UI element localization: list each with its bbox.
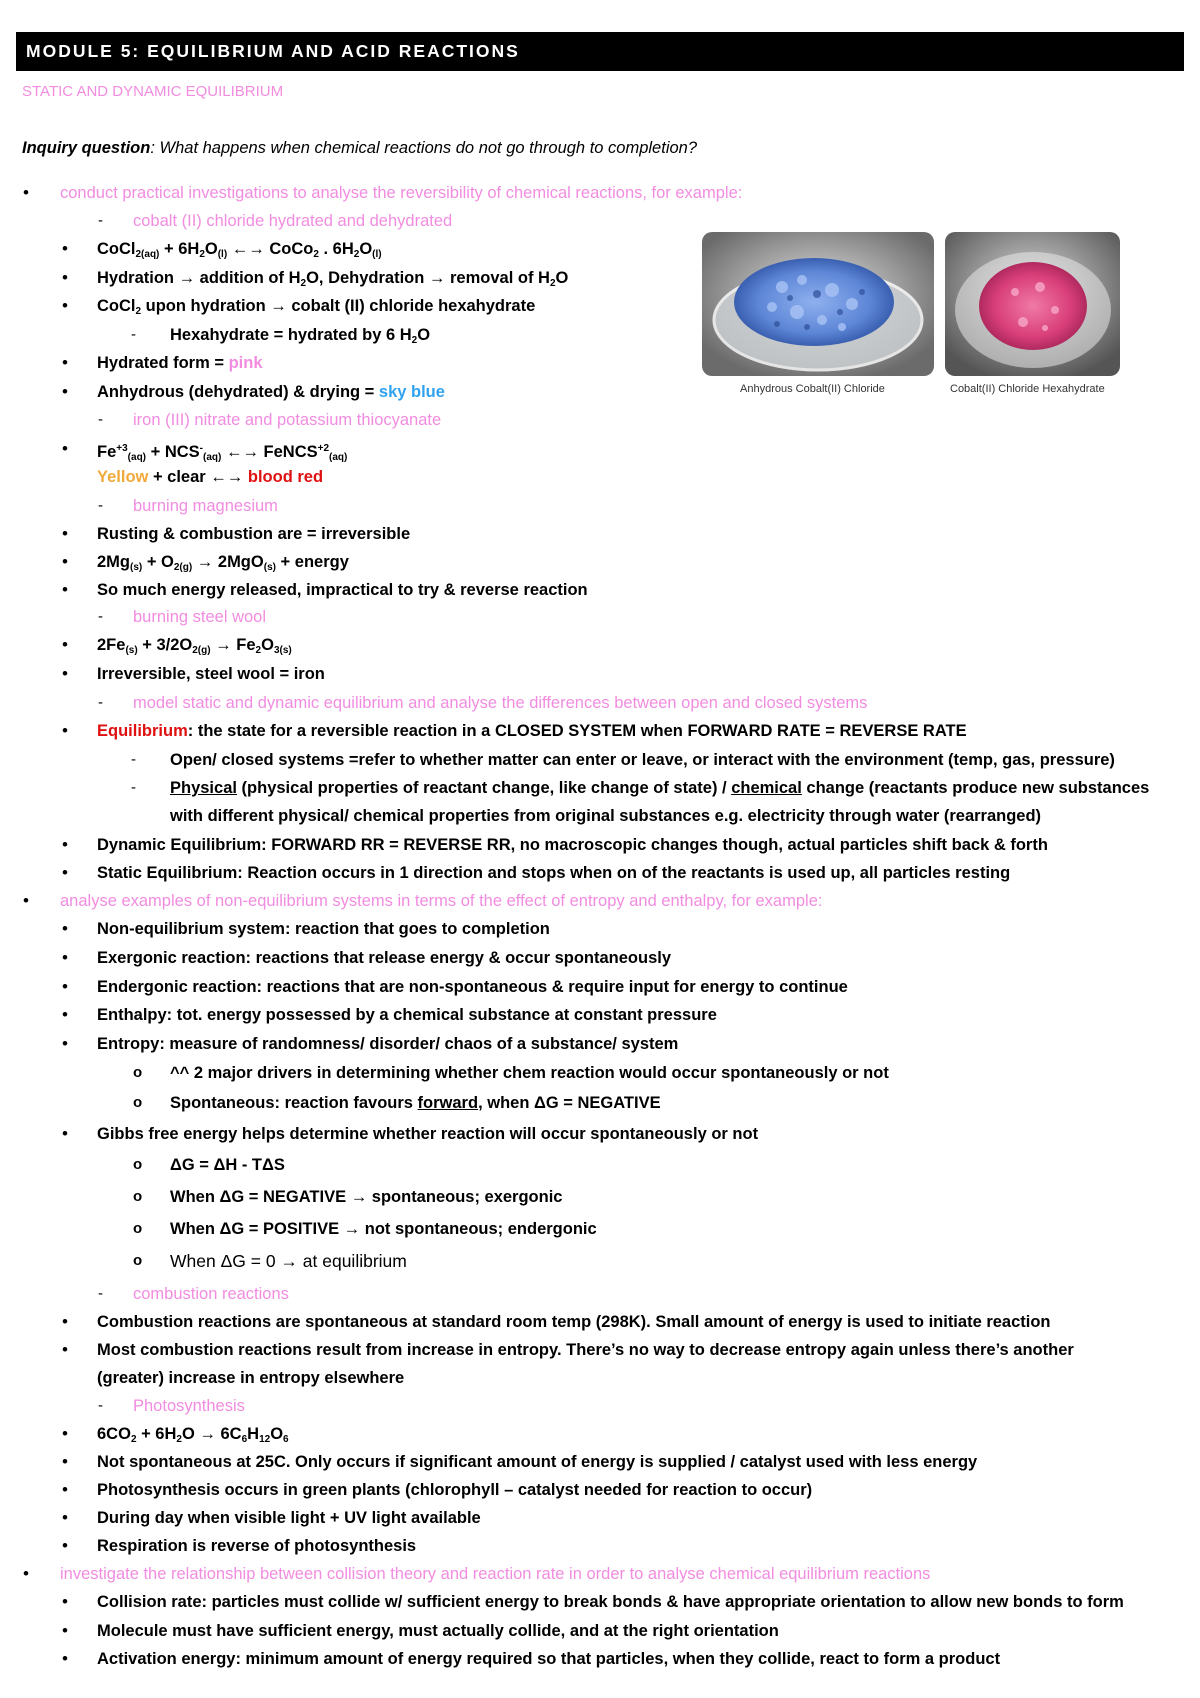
text-part: 6CO [97,1425,131,1443]
text-part: O [270,1425,284,1443]
bullet-marker: • [62,268,68,287]
text-part: Hexahydrate = hydrated by 6 H [170,326,412,344]
bullet-marker: • [62,1034,68,1053]
text-line: cobalt (II) chloride hydrated and dehydrated [133,212,453,230]
text-part: O, Dehydration → removal of H [306,269,550,287]
text-part: (physical properties of reactant change, like change of state) / [236,779,732,797]
subscript: (l) [372,249,382,260]
bullet-marker: • [62,721,68,740]
equation-line [97,439,347,468]
bullet-marker: • [62,1452,68,1471]
text-line: So much energy released, impractical to try & reverse reaction [97,581,588,599]
text-part: O [417,326,431,344]
subscript: 2 [255,645,262,656]
text-part: + 3/2O [137,636,193,654]
subscript: 12 [259,1434,271,1445]
bullet-marker: • [62,664,68,683]
text-line [97,268,568,294]
text-part: + clear ←→ [148,468,248,486]
text-part: Spontaneous: reaction favours [170,1094,418,1112]
subscript: 2 [135,306,142,317]
text-line: Dynamic Equilibrium: FORWARD RR = REVERSE RR, no macroscopic changes though, actual particles shift back & forth [97,836,1048,854]
text-line [97,296,535,322]
text-line: Open/ closed systems =refer to whether matter can enter or leave, or interact with the environment (temp, gas, pressure) [170,751,1115,769]
right-caption: Cobalt(II) Chloride Hexahydrate [950,383,1105,395]
text-part: Fe [97,443,117,461]
text-part: : the state for a reversible reaction in a CLOSED SYSTEM when FORWARD RATE = REVERSE RATE [187,722,967,740]
bullet-marker: • [62,863,68,882]
bullet-marker: • [62,977,68,996]
text-line [97,382,445,402]
text-part: CoCl [97,297,136,315]
text-part: . 6H [318,240,354,258]
red-word: Equilibrium [97,722,188,740]
subscript: (s) [263,562,276,573]
subscript: (aq) [127,452,147,463]
text-part: O [359,240,373,258]
text-line [97,353,263,373]
bullet-marker: • [62,635,68,654]
text-part: ←→ CoCo [227,240,314,258]
bullet-marker: • [62,1649,68,1668]
subscript: (aq) [329,452,348,463]
text-part: + 6H [159,240,200,258]
subscript: 2 [549,278,556,289]
text-line: iron (III) nitrate and potassium thiocyanate [133,411,442,429]
text-line: Gibbs free energy helps determine whether reaction will occur spontaneously or not [97,1125,759,1143]
text-line: When ΔG = NEGATIVE → spontaneous; exergonic [170,1188,563,1206]
bullet-marker: • [62,1005,68,1024]
bullet-marker: • [23,891,29,910]
left-caption: Anhydrous Cobalt(II) Chloride [740,383,885,395]
text-part: + energy [275,553,349,571]
bullet-marker: • [62,353,68,372]
circle-marker: o [133,1156,143,1173]
text-part: O [204,240,218,258]
text-line: Endergonic reaction: reactions that are non-spontaneous & require input for energy to continue [97,978,848,996]
text-line: Combustion reactions are spontaneous at standard room temp (298K). Small amount of energy is used to initiate reaction [97,1313,1051,1331]
text-line: Photosynthesis occurs in green plants (chlorophyll – catalyst needed for reaction to occur) [97,1481,813,1499]
text-line [170,325,430,351]
anhydrous-cobalt-graphic [702,232,934,376]
text-part: 2Mg [97,553,130,571]
text-line: Irreversible, steel wool = iron [97,665,325,683]
bullet-marker: • [62,1124,68,1143]
circle-marker: o [133,1188,143,1205]
bullet-marker: • [62,948,68,967]
subscript: 2 [313,249,319,260]
bullet-marker: • [23,1564,29,1583]
dash-marker: - [98,1285,103,1302]
circle-marker: o [133,1252,143,1269]
subscript: (l) [217,249,228,260]
inquiry-text: : What happens when chemical reactions do not go through to completion? [150,139,698,157]
dash-marker: - [98,1397,103,1414]
text-line: (greater) increase in entropy elsewhere [97,1369,405,1387]
module-header [16,32,1184,71]
circle-marker: o [133,1220,143,1237]
bullet-marker: • [62,1340,68,1359]
bullet-marker: • [62,1508,68,1527]
text-part: 2Fe [97,636,126,654]
text-part: Hydration → addition of H [97,269,301,287]
superscript: +2 [317,443,330,454]
bullet-marker: • [62,1536,68,1555]
text-line: Not spontaneous at 25C. Only occurs if significant amount of energy is supplied / catalyst used with less energy [97,1453,978,1471]
bullet-marker: • [62,1592,68,1611]
bullet-marker: • [62,1424,68,1443]
text-part: + 6H [136,1425,177,1443]
subscript: 2 [353,249,360,260]
text-part: , when ΔG = NEGATIVE [478,1094,661,1112]
bullet-marker: • [62,524,68,543]
text-part: O [261,636,274,654]
subscript: (s) [130,562,143,573]
text-part: H [247,1425,260,1443]
subscript: (s) [125,645,138,656]
text-line: burning magnesium [133,497,278,515]
hexahydrate-cobalt-graphic [945,232,1120,376]
dash-marker: - [98,497,103,514]
bullet-marker: • [62,439,68,458]
text-line: Respiration is reverse of photosynthesis [97,1537,417,1555]
text-part: change (reactants produce new substances [801,779,1150,797]
text-part: Anhydrous (dehydrated) & drying = [97,383,379,401]
text-part: → Fe [210,636,256,654]
text-line: burning steel wool [133,608,266,626]
circle-marker: o [133,1064,143,1081]
module-title: MODULE 5: EQUILIBRIUM AND ACID REACTIONS [26,41,520,61]
text-part: CoCl [97,240,136,258]
text-part: → 2MgO [192,553,264,571]
underlined-word: forward [417,1094,479,1112]
equation-line [97,1424,289,1450]
yellow-word: Yellow [97,468,149,486]
bullet-marker: • [62,1312,68,1331]
section-title: STATIC AND DYNAMIC EQUILIBRIUM [22,83,284,100]
text-line: When ΔG = 0 → at equilibrium [170,1251,407,1271]
text-line: with different physical/ chemical properties from original substances e.g. electricity through water (rearranged) [170,807,1042,825]
text-part: O [555,269,569,287]
sky-blue-word: sky blue [378,383,445,401]
text-line: Enthalpy: tot. energy possessed by a chemical substance at constant pressure [97,1006,717,1024]
text-part: upon hydration → cobalt (II) chloride hexahydrate [141,297,536,315]
bullet-marker: • [62,1480,68,1499]
subscript: 6 [283,1434,289,1445]
bullet-marker: • [62,239,68,258]
subscript: 2(g) [192,645,211,656]
text-line: analyse examples of non-equilibrium systems in terms of the effect of entropy and enthalpy, for example: [60,892,823,910]
bullet-marker: • [62,1621,68,1640]
text-line: ΔG = ΔH - TΔS [170,1156,285,1174]
subscript: 2 [411,335,418,346]
text-line: When ΔG = POSITIVE → not spontaneous; endergonic [170,1220,597,1238]
superscript: - [199,443,204,454]
subscript: (aq) [203,452,222,463]
text-line: Activation energy: minimum amount of energy required so that particles, when they collide, react to form a product [97,1650,1001,1668]
hexahydrate-cobalt-photo [945,232,1120,376]
pink-word: pink [228,354,263,372]
text-line: Rusting & combustion are = irreversible [97,525,411,543]
bullet-marker: • [62,919,68,938]
bullet-marker: • [62,296,68,315]
subscript: 6 [241,1434,248,1445]
subscript: 2 [300,278,307,289]
dash-marker: - [131,751,136,768]
bullet-marker: • [62,382,68,401]
underlined-word: Physical [170,779,237,797]
text-line: During day when visible light + UV light available [97,1509,481,1527]
dash-marker: - [98,608,103,625]
text-part: + NCS [146,443,200,461]
equation-line [97,239,382,265]
text-line [170,1093,661,1113]
dash-marker: - [131,326,136,343]
circle-marker: o [133,1094,143,1111]
text-part: + O [142,553,174,571]
superscript: +3 [116,443,128,454]
dash-marker: - [98,411,103,428]
bullet-marker: • [62,580,68,599]
text-line: combustion reactions [133,1285,289,1303]
equation-line [97,635,292,661]
text-line: investigate the relationship between collision theory and reaction rate in order to analyse chemical equilibrium reactions [60,1565,931,1583]
dash-marker: - [131,779,136,796]
subscript: 2 [199,249,205,260]
inquiry-question [22,138,697,158]
text-line: Most combustion reactions result from increase in entropy. There’s no way to decrease entropy again unless there’s another [97,1341,1074,1359]
text-line: Static Equilibrium: Reaction occurs in 1 direction and stops when on of the reactants is used up, all particles resting [97,864,1011,882]
text-line [170,778,1149,798]
subscript: 3(s) [273,645,292,656]
equation-line [97,552,349,578]
dash-marker: - [98,212,103,229]
subscript: 2(aq) [135,249,160,260]
text-line: Exergonic reaction: reactions that release energy & occur spontaneously [97,949,672,967]
bullet-marker: • [23,183,29,202]
text-part: ←→ FeNCS [221,443,318,461]
subscript: 2(g) [173,562,193,573]
text-line: conduct practical investigations to analyse the reversibility of chemical reactions, for example: [60,184,743,202]
text-line: Molecule must have sufficient energy, must actually collide, and at the right orientation [97,1622,779,1640]
inquiry-label: Inquiry question [22,139,151,157]
bullet-marker: • [62,552,68,571]
text-part: O → 6C [181,1425,242,1443]
text-line: Photosynthesis [133,1397,245,1415]
text-line: Collision rate: particles must collide w/ sufficient energy to break bonds & have appropriate orientation to allow new bonds to form [97,1593,1124,1611]
dash-marker: - [98,694,103,711]
text-part: Hydrated form = [97,354,229,372]
underlined-word: chemical [731,779,802,797]
bullet-marker: • [62,835,68,854]
text-line [97,467,323,487]
text-line: Entropy: measure of randomness/ disorder/ chaos of a substance/ system [97,1035,679,1053]
text-line: ^^ 2 major drivers in determining whether chem reaction would occur spontaneously or not [170,1064,889,1082]
text-line: Non-equilibrium system: reaction that goes to completion [97,920,550,938]
text-line [97,721,967,741]
text-line: model static and dynamic equilibrium and analyse the differences between open and closed systems [133,694,868,712]
subscript: 2 [130,1434,137,1445]
subscript: 2 [176,1434,182,1445]
anhydrous-cobalt-photo [702,232,934,376]
red-word: blood red [247,468,324,486]
